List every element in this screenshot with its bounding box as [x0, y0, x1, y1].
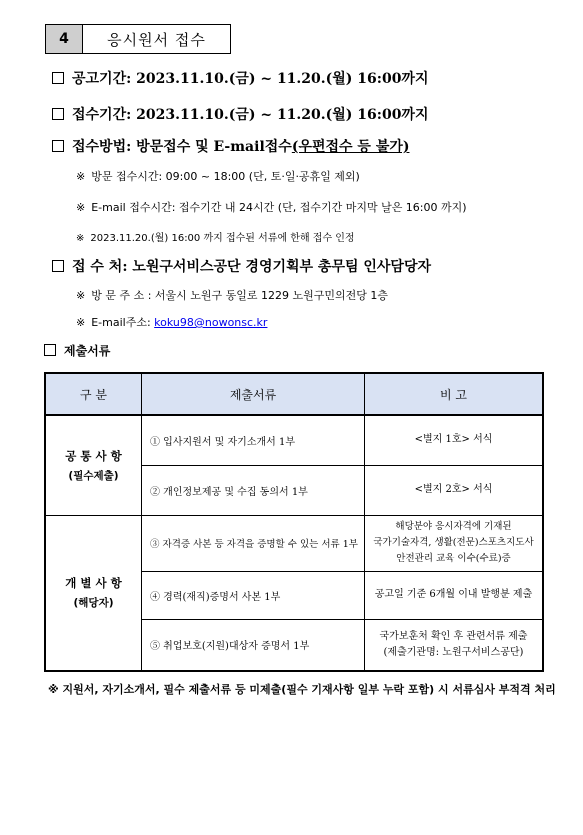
table-header-row	[45, 373, 543, 415]
receipt-period: 접수기간: 2023.11.10.(금) ~ 11.20.(월) 16:00까지	[72, 107, 429, 123]
header-category: 구 분	[45, 373, 142, 415]
note-mark: ※	[76, 289, 86, 302]
note-cell: 공고일 기준 6개월 이내 발행분 제출	[365, 571, 544, 619]
receiver-line	[52, 256, 431, 276]
note-cell: <별지 1호> 서식	[365, 415, 544, 465]
checkbox-icon	[52, 140, 64, 152]
group-label: 공 통 사 항	[65, 448, 122, 463]
documents-heading-line	[44, 342, 110, 359]
table-row	[45, 415, 543, 465]
receiver: 접 수 처: 노원구서비스공단 경영기획부 총무팀 인사담당자	[72, 259, 431, 275]
note-cell	[365, 515, 544, 571]
visit-hours-line	[76, 168, 360, 184]
group-sub: (필수제출)	[68, 469, 119, 482]
deadline-note: 2023.11.20.(월) 16:00 까지 접수된 서류에 한해 접수 인정	[90, 233, 355, 244]
receipt-period-line	[52, 104, 428, 124]
section-header	[45, 24, 231, 54]
email-hours-line	[76, 199, 467, 215]
email-link[interactable]: koku98@nowonsc.kr	[154, 316, 268, 329]
note-mark: ※	[76, 316, 86, 329]
documents-heading: 제출서류	[64, 344, 111, 358]
note-line: 국가보훈처 확인 후 관련서류 제출	[379, 630, 528, 642]
checkbox-icon	[52, 108, 64, 120]
notice-period: 공고기간: 2023.11.10.(금) ~ 11.20.(월) 16:00까지	[72, 71, 429, 87]
notice-period-line	[52, 68, 428, 88]
note-line: (제출기관명: 노원구서비스공단)	[383, 646, 524, 658]
visit-hours: 방문 접수시간: 09:00 ~ 18:00 (단, 토·일·공휴일 제외)	[91, 170, 360, 183]
group-individual	[45, 515, 142, 671]
table-row	[45, 515, 543, 571]
email-label: E-mail주소:	[91, 316, 151, 329]
note-mark: ※	[76, 233, 85, 244]
receipt-method-note: (우편접수 등 불가)	[291, 139, 410, 155]
group-label: 개 별 사 항	[65, 576, 122, 591]
checkbox-icon	[44, 344, 56, 356]
email-address-line	[76, 314, 267, 330]
note-cell	[365, 619, 544, 671]
doc-cell: ② 개인정보제공 및 수집 동의서 1부	[142, 465, 365, 515]
checkbox-icon	[52, 72, 64, 84]
header-documents: 제출서류	[142, 373, 365, 415]
section-title: 응시원서 접수	[107, 30, 206, 49]
note-line: 국가기술자격, 생활(전문)스포츠지도사	[373, 537, 534, 548]
doc-cell: ① 입사지원서 및 자기소개서 1부	[142, 415, 365, 465]
note-cell: <별지 2호> 서식	[365, 465, 544, 515]
section-number: 4	[46, 25, 83, 53]
visit-address-line	[76, 287, 388, 303]
documents-table	[44, 372, 544, 672]
group-common	[45, 415, 142, 515]
doc-cell: ③ 자격증 사본 등 자격을 증명할 수 있는 서류 1부	[142, 515, 365, 571]
note-mark: ※	[76, 170, 86, 183]
checkbox-icon	[52, 260, 64, 272]
doc-cell: ⑤ 취업보호(지원)대상자 증명서 1부	[142, 619, 365, 671]
receipt-method: 접수방법: 방문접수 및 E-mail접수	[72, 139, 292, 155]
note-mark: ※	[76, 201, 86, 214]
visit-address: 방 문 주 소 : 서울시 노원구 동일로 1229 노원구민의전당 1층	[91, 289, 389, 302]
note-line: 안전관리 교육 이수(수료)증	[396, 553, 511, 564]
email-hours: E-mail 접수시간: 접수기간 내 24시간 (단, 접수기간 마지막 날은 16:00 까지)	[91, 201, 467, 214]
group-sub: (해당자)	[73, 597, 114, 610]
doc-cell: ④ 경력(재직)증명서 사본 1부	[142, 571, 365, 619]
final-note: ※ 지원서, 자기소개서, 필수 제출서류 등 미제출(필수 기재사항 일부 누락 포함) 시 서류심사 부적격 처리	[48, 683, 556, 696]
note-line: 해당분야 응시자격에 기재된	[395, 521, 512, 532]
receipt-method-line	[52, 136, 410, 156]
header-remarks: 비 고	[365, 373, 544, 415]
deadline-note-line	[76, 229, 355, 244]
